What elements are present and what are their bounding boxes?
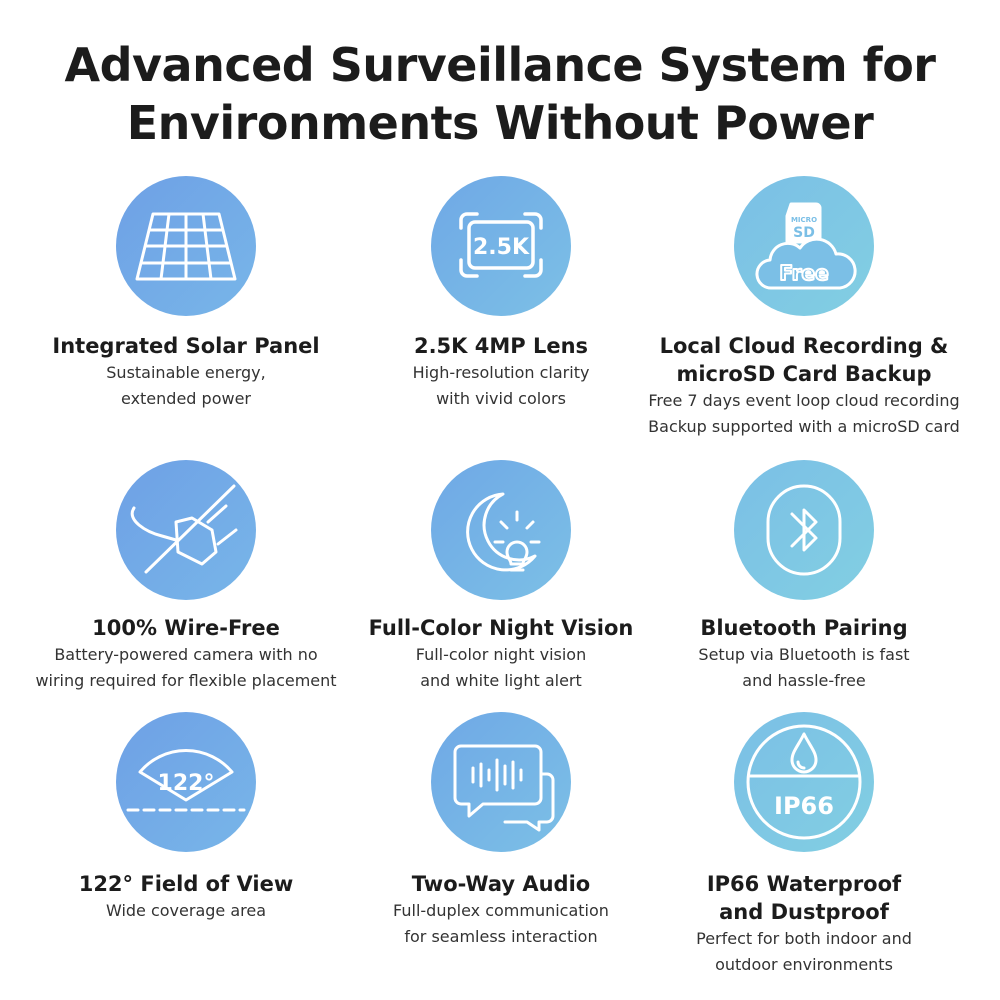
page-title-line-1: Advanced Surveillance System for: [64, 38, 936, 92]
svg-text:122°: 122°: [157, 771, 215, 796]
feature-field-of-view: [16, 870, 356, 924]
feature-desc: and white light alert: [420, 671, 582, 690]
feature-wire-free: [16, 614, 356, 694]
feature-waterproof: [634, 870, 974, 978]
feature-title: Full-Color Night Vision: [368, 616, 634, 640]
feature-desc: outdoor environments: [715, 955, 893, 974]
feature-desc: for seamless interaction: [404, 927, 598, 946]
svg-text:Free: Free: [779, 261, 829, 285]
feature-solar-panel: [16, 332, 356, 412]
feature-cloud-recording: [634, 332, 974, 440]
lens-2.5k-icon: [431, 176, 571, 316]
solar-panel-icon: [116, 176, 256, 316]
feature-desc: extended power: [121, 389, 251, 408]
feature-desc: Perfect for both indoor and: [696, 929, 912, 948]
feature-title: 2.5K 4MP Lens: [413, 334, 589, 358]
feature-title: 122° Field of View: [78, 872, 294, 896]
cloud-sd-card-icon: [734, 176, 874, 316]
feature-desc: Wide coverage area: [105, 901, 267, 920]
feature-desc: Battery-powered camera with no: [54, 645, 318, 664]
page-title-line-2: Environments Without Power: [126, 96, 874, 150]
feature-desc: Sustainable energy,: [106, 363, 266, 382]
feature-night-vision: [331, 614, 671, 694]
svg-text:IP66: IP66: [774, 792, 834, 820]
feature-desc: Setup via Bluetooth is fast: [698, 645, 910, 664]
svg-text:MICRO: MICRO: [790, 216, 818, 224]
feature-desc: High-resolution clarity: [412, 363, 590, 382]
feature-title: Local Cloud Recording &: [659, 334, 949, 358]
feature-title: IP66 Waterproof: [706, 872, 902, 896]
feature-desc: Free 7 days event loop cloud recording: [648, 391, 960, 410]
feature-two-way-audio: [331, 870, 671, 950]
feature-title: Two-Way Audio: [411, 872, 591, 896]
feature-desc: with vivid colors: [436, 389, 566, 408]
feature-lens: [331, 332, 671, 412]
feature-title: and Dustproof: [719, 900, 889, 924]
svg-text:2.5K: 2.5K: [472, 235, 530, 260]
feature-title: 100% Wire-Free: [92, 616, 280, 640]
feature-desc: Backup supported with a microSD card: [648, 417, 960, 436]
moon-bulb-icon: [431, 460, 571, 600]
waterproof-drop-icon: [734, 712, 874, 852]
feature-title: microSD Card Backup: [676, 362, 932, 386]
no-plug-icon: [116, 460, 256, 600]
feature-desc: and hassle-free: [742, 671, 866, 690]
feature-desc: Full-color night vision: [415, 645, 587, 664]
feature-title: Integrated Solar Panel: [52, 334, 320, 358]
field-of-view-icon: [116, 712, 256, 852]
feature-desc: Full-duplex communication: [393, 901, 609, 920]
audio-chat-icon: [431, 712, 571, 852]
feature-title: Bluetooth Pairing: [700, 616, 908, 640]
feature-desc: wiring required for flexible placement: [35, 671, 337, 690]
svg-text:SD: SD: [793, 225, 815, 241]
page-title: [0, 36, 1000, 152]
feature-bluetooth: [634, 614, 974, 694]
bluetooth-icon: [734, 460, 874, 600]
